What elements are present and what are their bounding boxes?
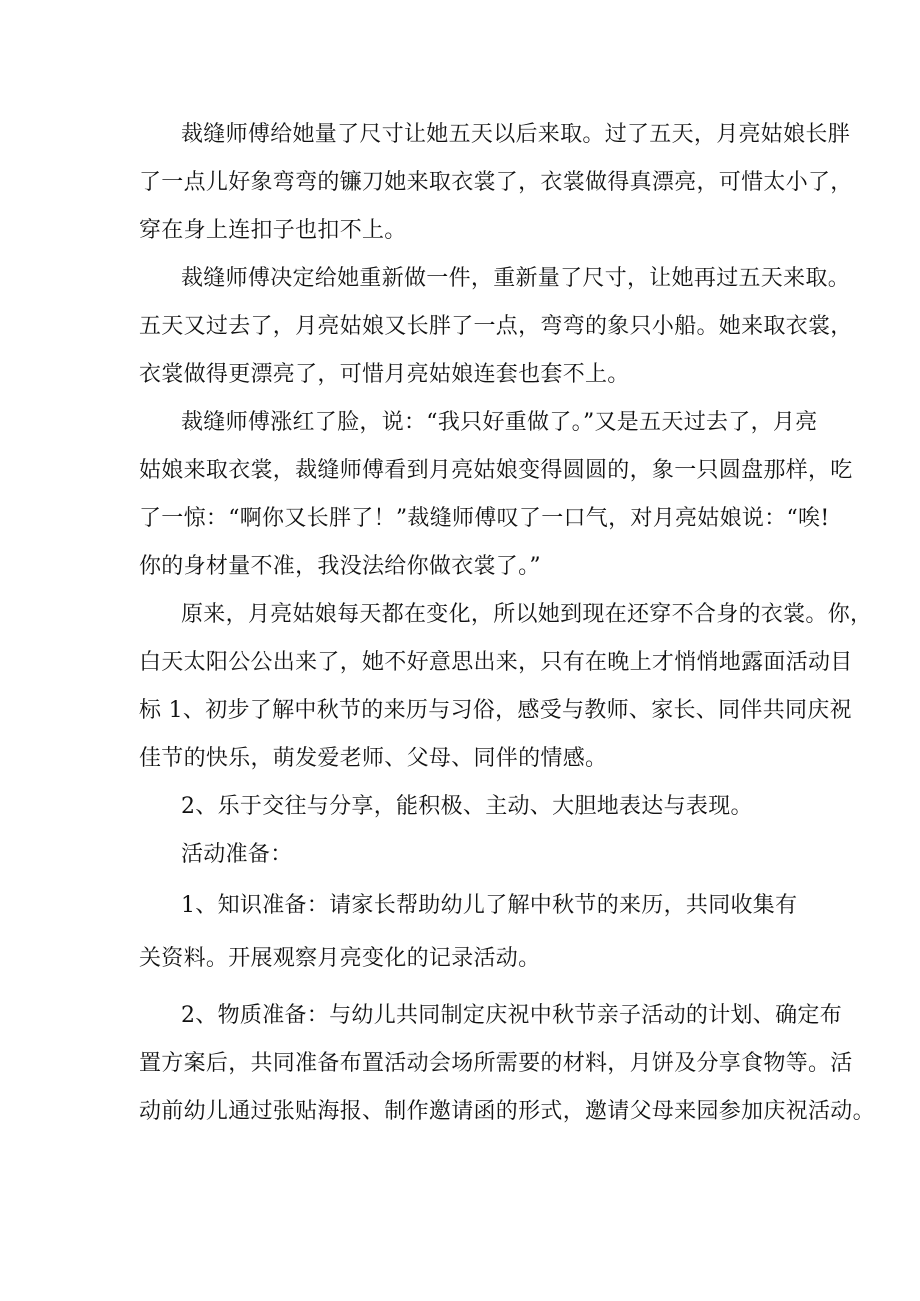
text-line: 了一惊：“啊你又长胖了！”裁缝师傅叹了一口气，对月亮姑娘说：“唉! (139, 506, 830, 531)
text-line: 了一点儿好象弯弯的镰刀她来取衣裳了，衣裳做得真漂亮，可惜太小了， (139, 170, 853, 195)
text-line: 2、乐于交往与分享，能积极、主动、大胆地表达与表现。 (181, 794, 753, 819)
text-line: 你的身材量不准，我没法给你做衣裳了。” (139, 554, 541, 579)
text-line: 动前幼儿通过张贴海报、制作邀请函的形式，邀请父母来园参加庆祝活动。 (139, 1099, 875, 1124)
text-line: 佳节的快乐，萌发爱老师、父母、同伴的情感。 (139, 746, 608, 771)
text-line: 穿在身上连扣子也扣不上。 (139, 218, 407, 243)
text-line: 置方案后，共同准备布置活动会场所需要的材料，月饼及分享食物等。活 (139, 1051, 853, 1076)
text-line: 裁缝师傅决定给她重新做一件，重新量了尺寸，让她再过五天来取。 (181, 266, 851, 291)
text-line: 标 1、初步了解中秋节的来历与习俗，感受与教师、家长、同伴共同庆祝 (139, 698, 852, 723)
text-line: 原来，月亮姑娘每天都在变化，所以她到现在还穿不合身的衣裳。你， (181, 602, 873, 627)
text-line: 2、物质准备：与幼儿共同制定庆祝中秋节亲子活动的计划、确定布 (181, 1003, 842, 1028)
text-line: 1、知识准备：请家长帮助幼儿了解中秋节的来历，共同收集有 (181, 893, 798, 918)
text-line: 裁缝师傅涨红了脸，说：“我只好重做了。”又是五天过去了，月亮 (181, 410, 818, 435)
text-line: 裁缝师傅给她量了尺寸让她五天以后来取。过了五天，月亮姑娘长胖 (181, 122, 851, 147)
text-line: 关资料。开展观察月亮变化的记录活动。 (139, 946, 541, 971)
text-line: 衣裳做得更漂亮了，可惜月亮姑娘连套也套不上。 (139, 362, 630, 387)
text-line: 姑娘来取衣裳，裁缝师傅看到月亮姑娘变得圆圆的，象一只圆盘那样，吃 (139, 458, 853, 483)
text-line: 活动准备： (181, 842, 293, 867)
text-line: 五天又过去了，月亮姑娘又长胖了一点，弯弯的象只小船。她来取衣裳， (139, 314, 853, 339)
text-line: 白天太阳公公出来了，她不好意思出来，只有在晚上才悄悄地露面活动目 (139, 650, 853, 675)
